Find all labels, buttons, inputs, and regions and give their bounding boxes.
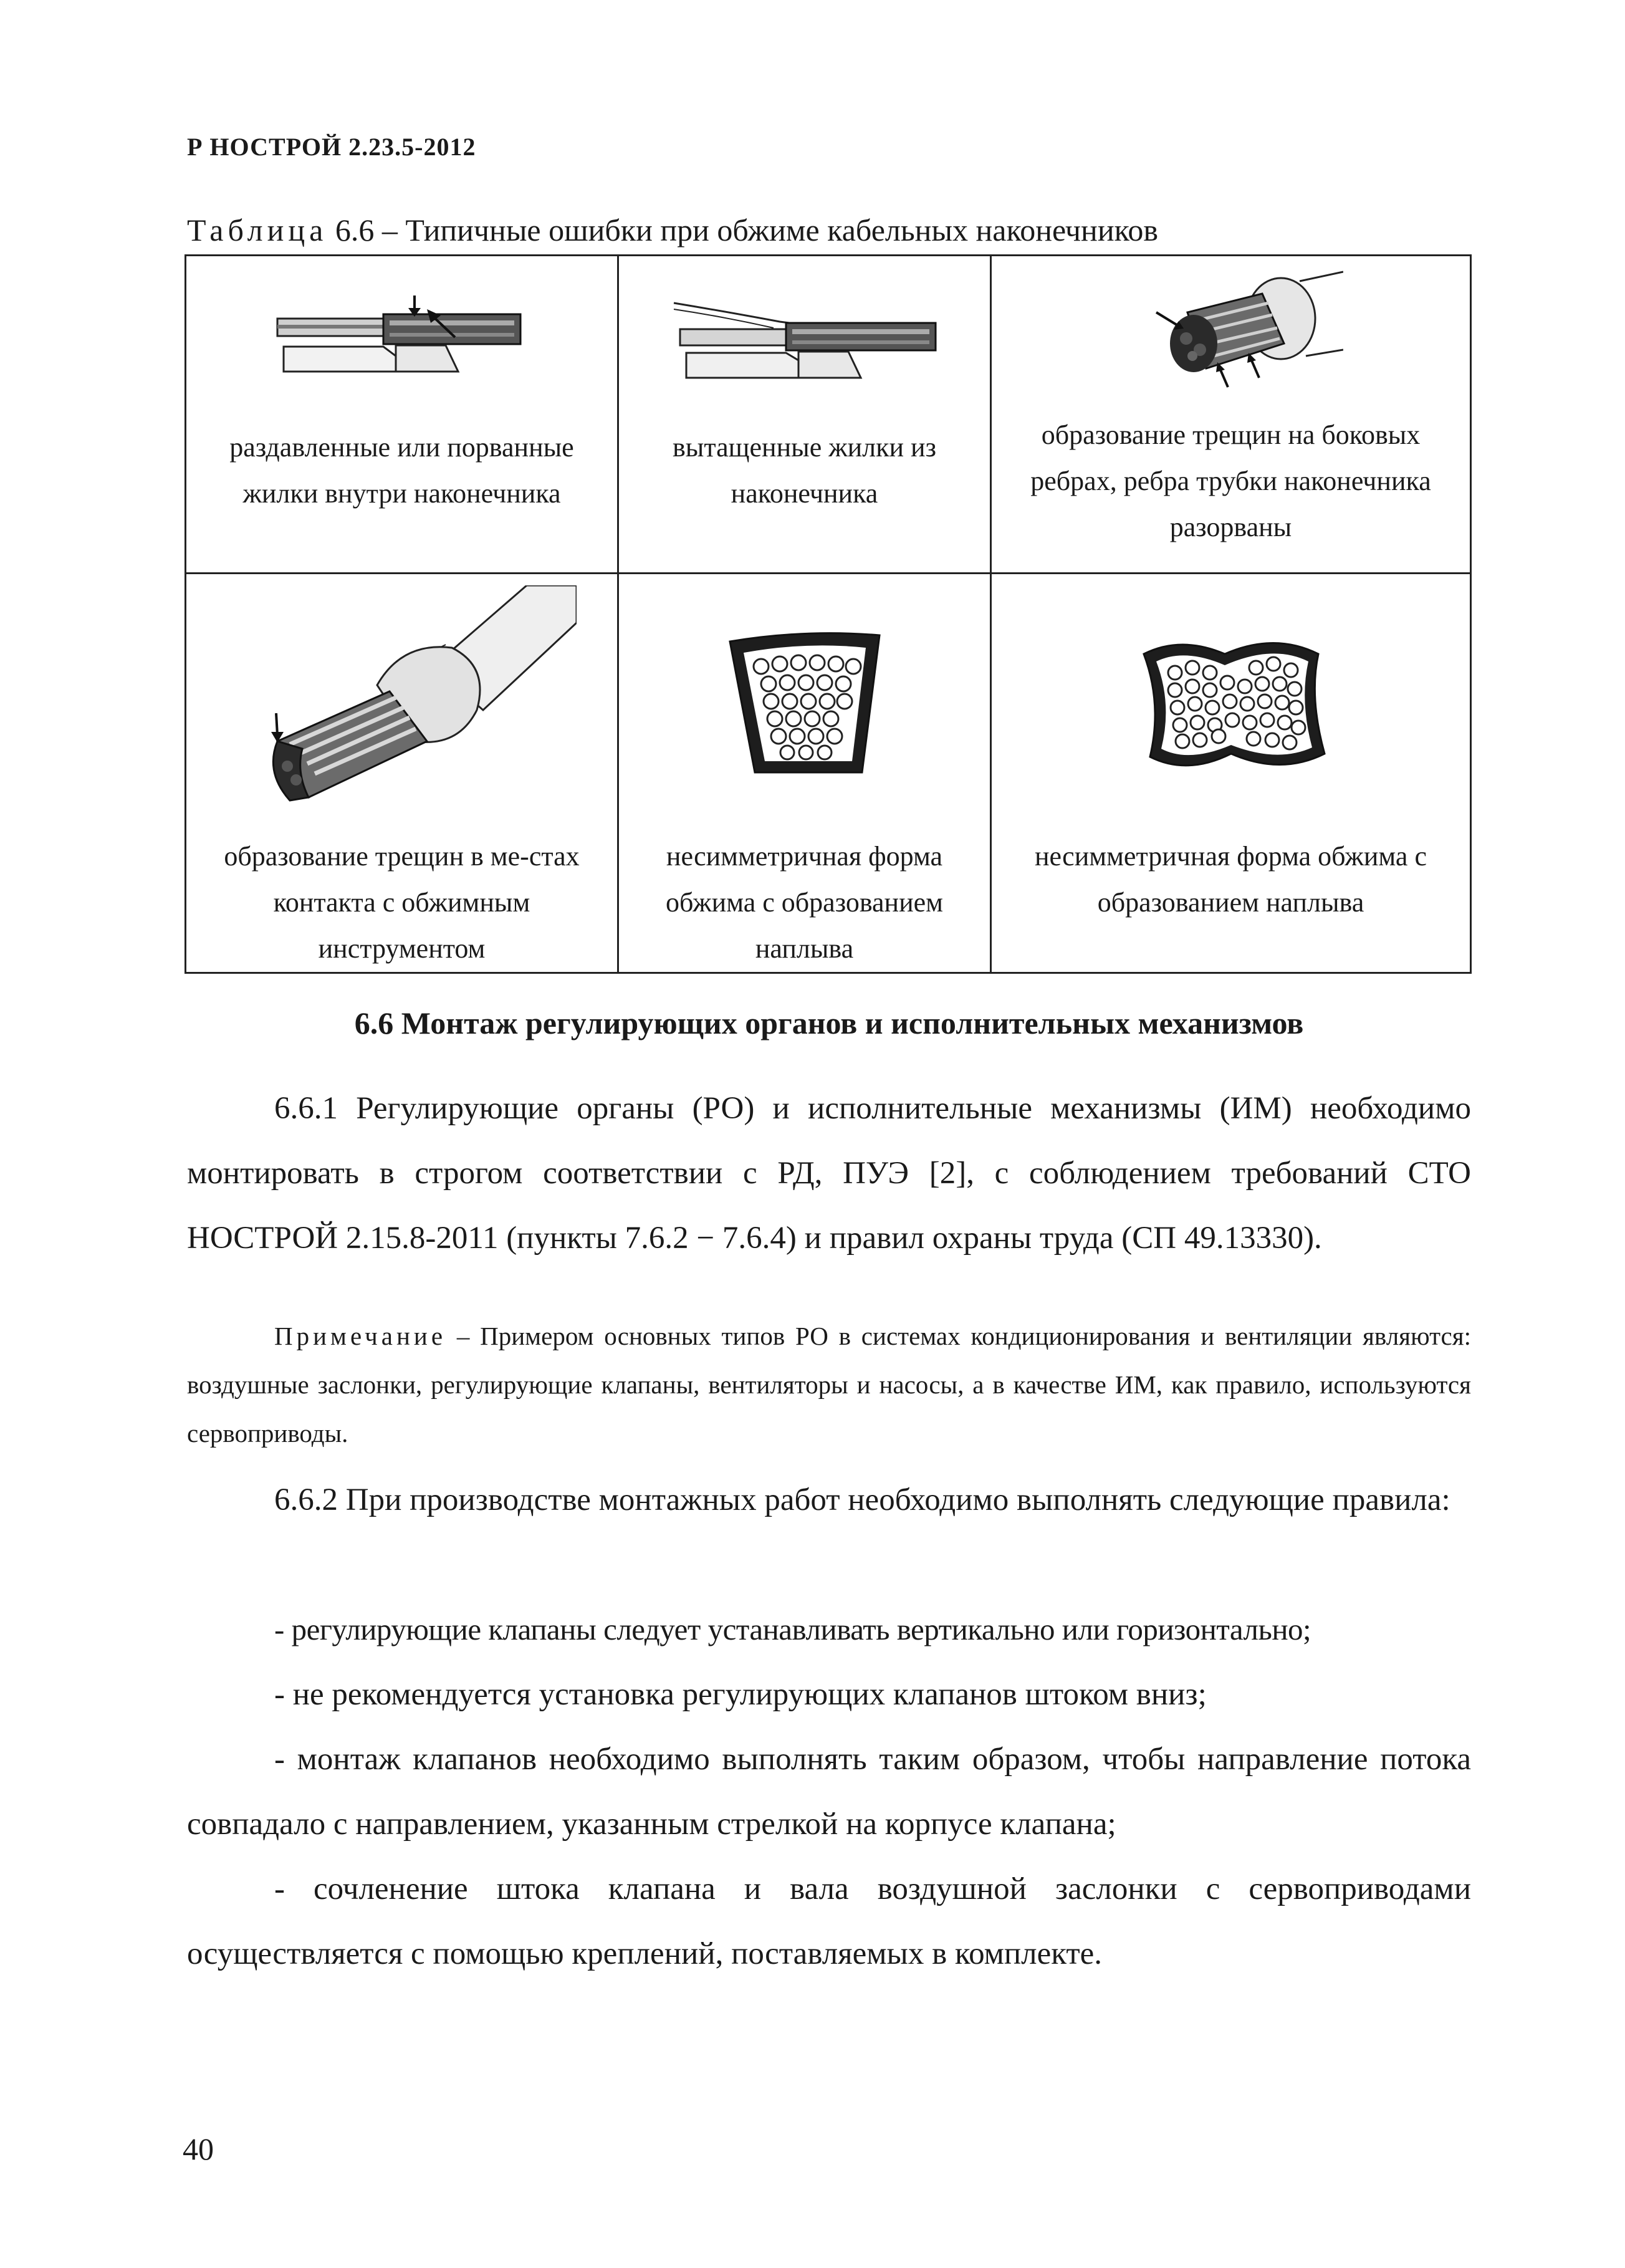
table-caption: [187, 212, 1158, 248]
cell-illustration: [992, 574, 1470, 834]
table-cell: [991, 256, 1471, 574]
page-number: 40: [183, 2131, 214, 2166]
table-caption-text: 6.6 – Типичные ошибки при обжиме кабельных наконечников: [327, 213, 1158, 247]
bullet-3: [187, 1727, 1471, 1857]
crushed-strands-lug-illustration: [240, 278, 564, 403]
document-code-header: Р НОСТРОЙ 2.23.5-2012: [187, 133, 476, 161]
asymmetric-crimp-trapezoid-illustration: [724, 623, 886, 785]
paragraph-text: 6.6.2 При производстве монтажных работ необходимо выполнять следующие правила:: [274, 1482, 1450, 1517]
table-cell: [618, 256, 991, 574]
cell-caption: несимметричная форма обжима с образованием наплыва: [1035, 841, 1427, 918]
cell-caption: образование трещин на боковых ребрах, ребра трубки наконечника разорваны: [1030, 420, 1431, 542]
cell-illustration: [186, 256, 617, 425]
cell-illustration: [619, 256, 990, 425]
cracked-contact-ferrule-illustration: [228, 585, 577, 822]
section-heading: 6.6 Монтаж регулирующих органов и исполнительных механизмов: [354, 1006, 1304, 1040]
crimping-errors-table: [185, 254, 1472, 974]
paragraph-6-6-2: [187, 1468, 1471, 1532]
bullet-1: [187, 1597, 1471, 1662]
table-row: [186, 256, 1471, 574]
bullet-2: [187, 1662, 1471, 1727]
cell-caption: несимметричная форма обжима с образованием наплыва: [665, 841, 944, 964]
cell-caption: вытащенные жилки из наконечника: [673, 432, 936, 509]
note: [187, 1312, 1471, 1458]
cracked-sides-lug-illustration: [1119, 269, 1343, 412]
pulled-out-strands-lug-illustration: [655, 278, 954, 403]
table-cell: [618, 574, 991, 973]
table-cell: [991, 574, 1471, 973]
bullet-text: - регулирующие клапаны следует устанавливать вертикально или горизонтально;: [274, 1612, 1311, 1646]
cell-caption: образование трещин в ме-стах контакта с обжимным инструментом: [224, 841, 580, 964]
cell-illustration: [992, 256, 1470, 425]
cell-caption: раздавленные или порванные жилки внутри наконечника: [229, 432, 574, 509]
bullet-text: - сочленение штока клапана и вала воздушной заслонки с сервоприводами осуществляется с помощью креплений, поставляемых в комплекте.: [187, 1872, 1471, 1971]
table-cell: [186, 574, 618, 973]
note-label: Примечание: [274, 1322, 447, 1350]
table-cell: [186, 256, 618, 574]
table-caption-label: Таблица: [187, 213, 328, 247]
cell-illustration: [619, 574, 990, 834]
bullet-text: - монтаж клапанов необходимо выполнять таким образом, чтобы направление потока совпадало с направлением, указанным стрелкой на корпусе клапана;: [187, 1742, 1471, 1842]
cell-illustration: [186, 574, 617, 834]
bullet-text: - не рекомендуется установка регулирующих клапанов штоком вниз;: [274, 1677, 1207, 1712]
paragraph-text: 6.6.1 Регулирующие органы (РО) и исполнительные механизмы (ИМ) необходимо монтировать в строгом соответствии с РД, ПУЭ [2], с соблюдением требований СТО НОСТРОЙ 2.15.8-2011 (пункты 7.6.2 − 7.6.4) и правил охраны труда (СП 49.13330).: [187, 1091, 1471, 1256]
table-row: [186, 574, 1471, 973]
asymmetric-crimp-bulge-illustration: [1131, 629, 1331, 779]
bullet-4: [187, 1857, 1471, 1986]
note-text: – Примером основных типов РО в системах кондиционирования и вентиляции являются: воздушные заслонки, регулирующие клапаны, вентиляторы и насосы, а в качестве ИМ, как правило, используются сервоприводы.: [187, 1322, 1471, 1448]
paragraph-6-6-1: [187, 1076, 1471, 1271]
